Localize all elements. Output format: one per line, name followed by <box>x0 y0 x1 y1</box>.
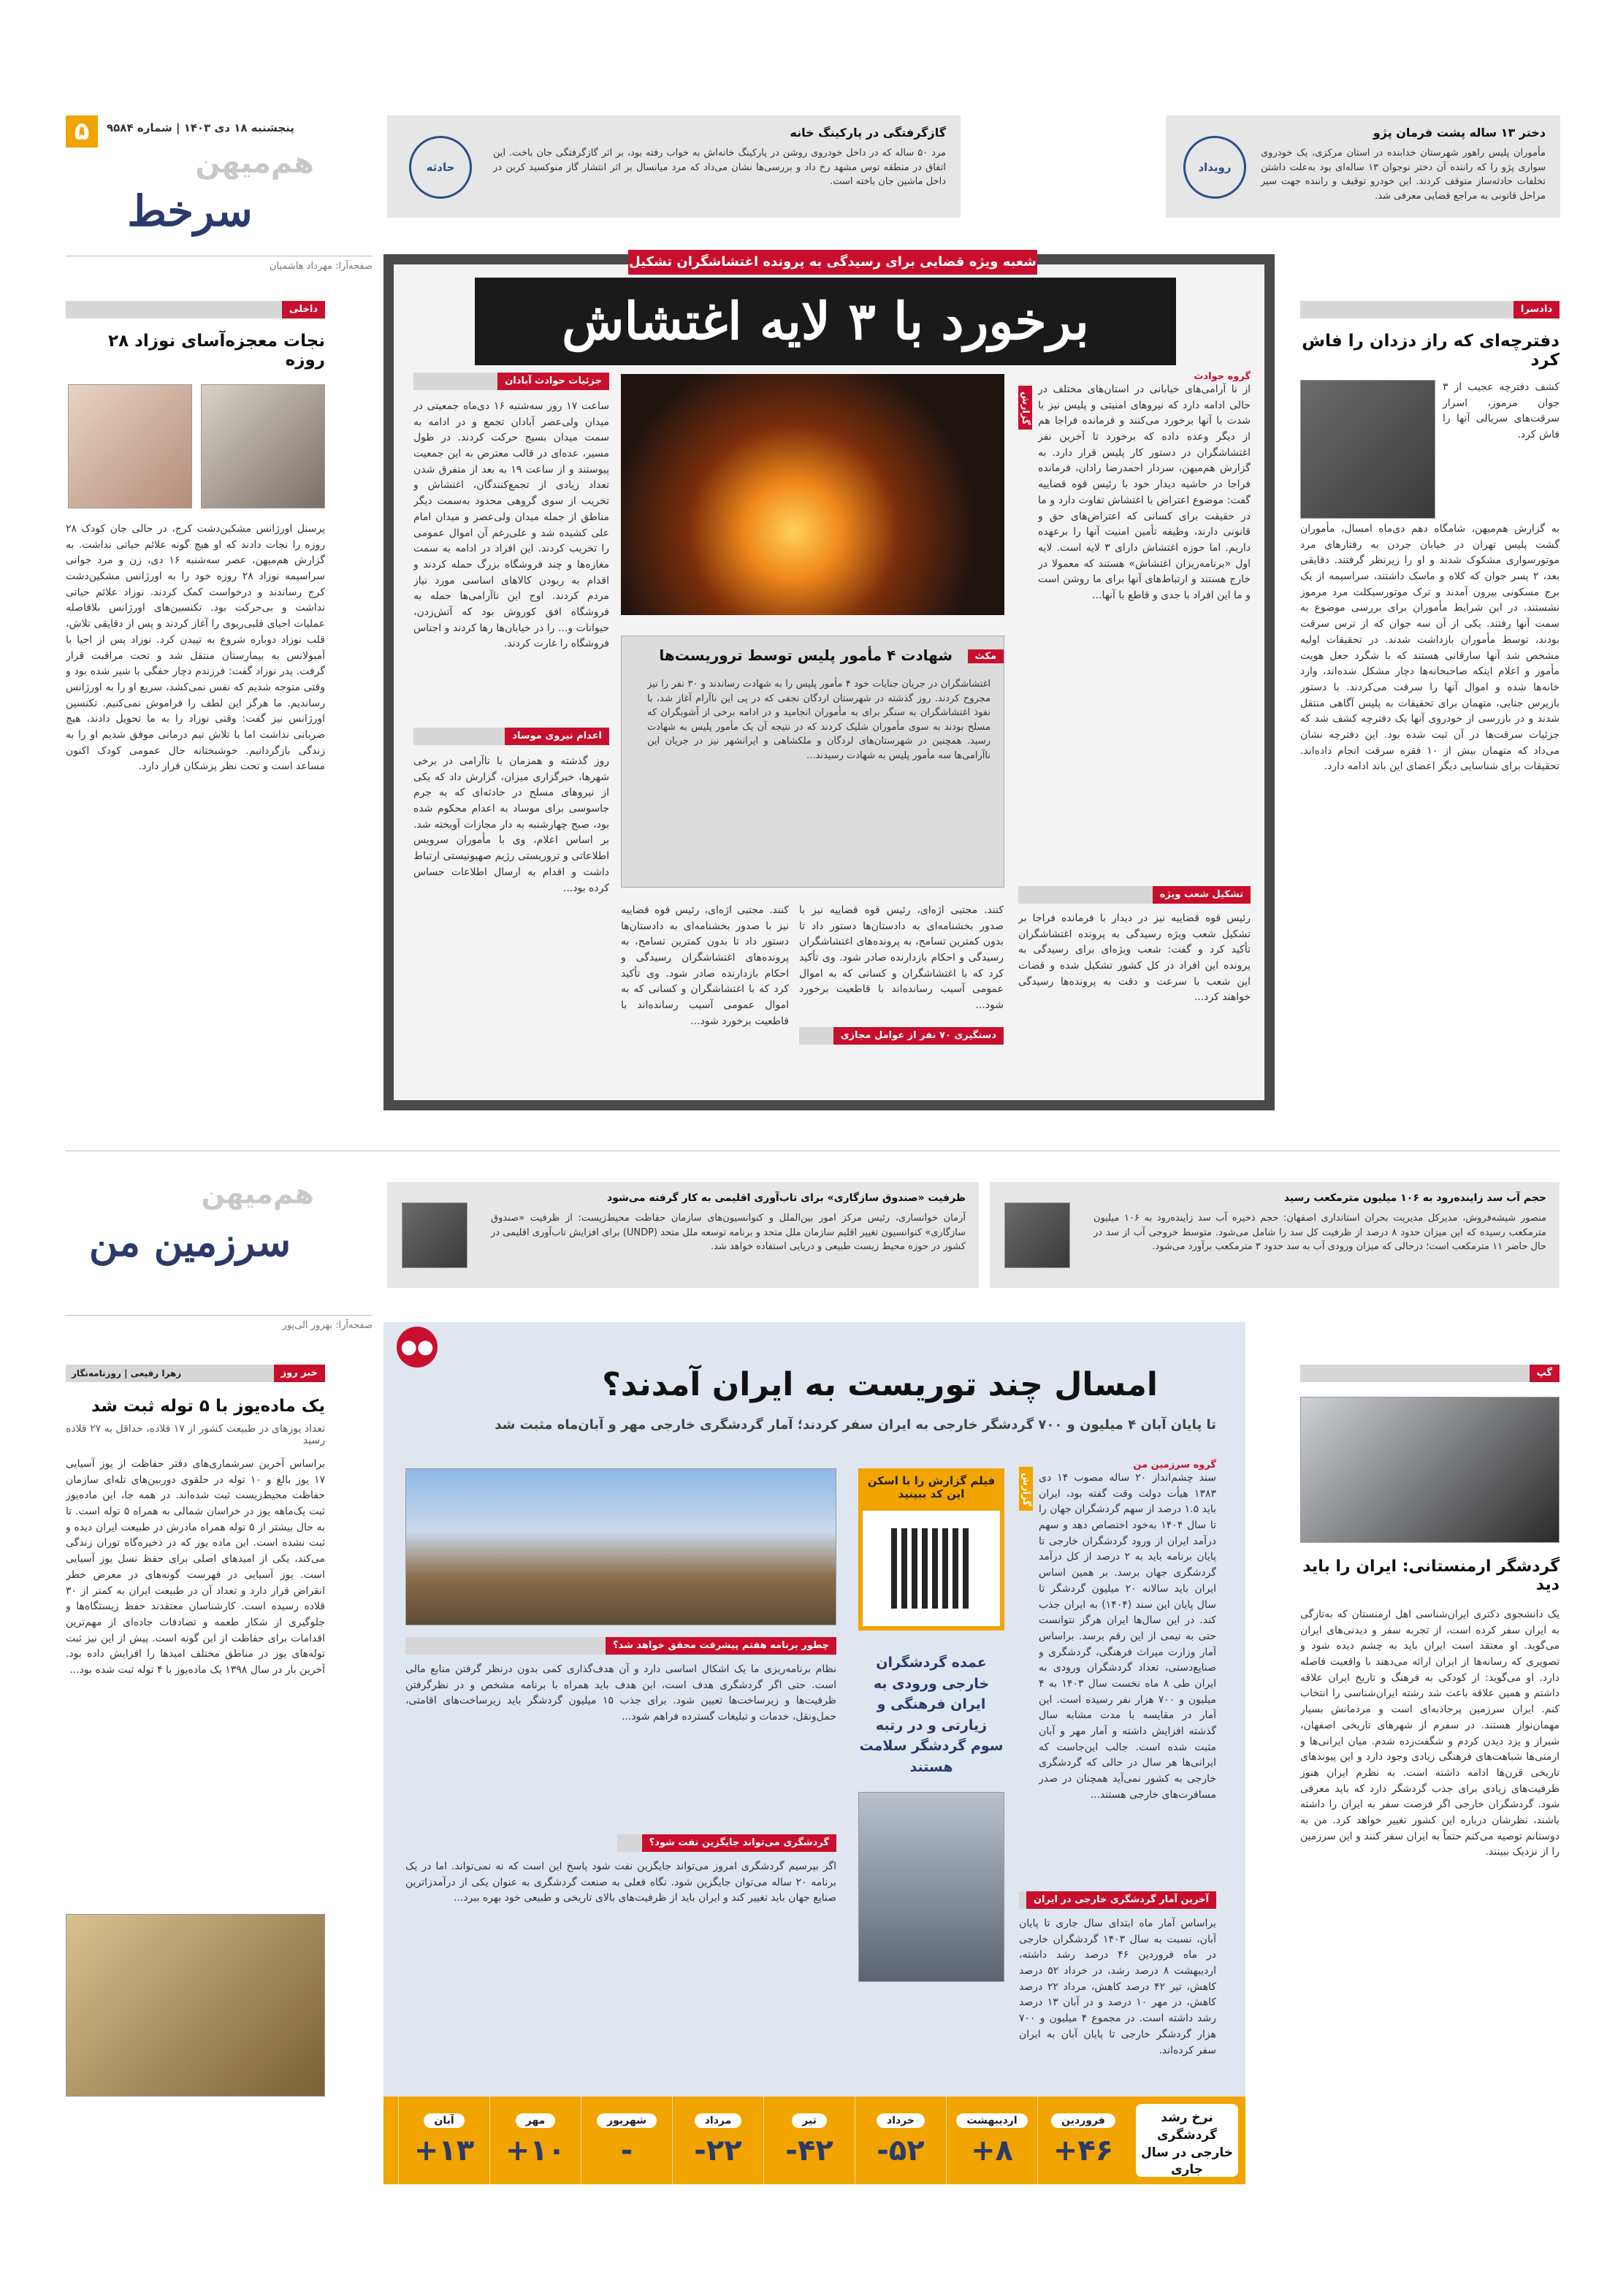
stats-box-title: آخرین آمار گردشگری خارجی در ایران <box>1026 1891 1216 1909</box>
section-tag-bar <box>66 301 325 319</box>
divider <box>66 1315 373 1316</box>
growth-value: +۸ <box>971 2134 1013 2167</box>
bottom-news-left-body: آرمان خوانساری، رئیس مرکز امور بین‌الملل و کنوانسیون‌های سازمان حفاظت محیط‌زیست: از ظرفیت «صندوق سازگاری» کنوانسیون تغییر اقلیم سازمان ملل متحد و برنامه توسعه ملل متحد (UNDP) برای افزایش تاب‌آوری اقلیمی در کشور در حوزه محیط زیست طبیعی و دریایی استفاده خواهد شد. <box>491 1213 966 1252</box>
growth-value: - <box>620 2134 633 2167</box>
tourism-col-right <box>1019 1460 1216 2062</box>
qr-caption: فیلم گزارش را با اسکن این کد ببینید <box>858 1468 1004 1506</box>
lead-reporter: گروه حوادث <box>1194 371 1251 382</box>
editor-line: صفحه‌آرا: بهروز الی‌پور <box>282 1320 373 1331</box>
tourism-story <box>383 1322 1245 2184</box>
growth-cell <box>672 2097 763 2184</box>
tourism-reporter: گروه سرزمین من <box>1133 1460 1216 1471</box>
martyrs-tag: مکث <box>968 649 1004 663</box>
special-branch-bar <box>1018 886 1251 904</box>
tourism-body-mid: نظام برنامه‌ریزی ما یک اشکال اساسی دارد و آن هدف‌گذاری کمی بدون درنظر گرفتن منابع مالی است. حتی اگر گردشگری هدف است، این هدف باید همراه با برنامه مشخص و در نظرگرفتن ظرفیت‌ها و زیرساخت‌ها تعیین شود. برای جذب ۱۵ میلیون گردشگر باید زیرساخت‌های اقامتی، حمل‌ونقل، خدمات و تبلیغات گسترده فراهم شود... <box>405 1663 836 1723</box>
masthead-page-number: ۵ پنجشنبه ۱۸ دی ۱۴۰۳ | شماره ۹۵۸۴ <box>66 115 380 145</box>
growth-month: اردیبهشت <box>956 2113 1027 2128</box>
cheetah-body: براساس آخرین سرشماری‌های دفتر حفاظت از یوز آسیایی ۱۷ یوز بالغ و ۱۰ توله در حلقوی دوربین‌های تله‌ای سازمان حفاظت محیط‌زیست ثبت شده‌اند. در همه جا، این ماده‌یوز ثبت یک‌ماهه یوز در خراسان شمالی به همراه ۵ توله است. تا به حال بیشتر از ۵ توله همراه مادرش در طبیعت ایران دیده و ثبت نشده است. این ماده یوز که در ذخیره‌گاه توران زندگی می‌کند، یکی از امیدهای اصلی برای حفظ نسل یوز آسیایی است. یوز آسیایی در فهرست گونه‌های در معرض خطر انقراض قرار دارد و تعداد آن در طبیعت ایران به کمتر از ۳۰ قلاده رسیده است. کارشناسان معتقدند حفظ زیستگاه‌ها و جلوگیری از شکار طعمه و تصادفات جاده‌ای از مهم‌ترین اقدامات برای حفاظت از این گونه است. پیش از این نیز ثبت توله‌های یوز در مناطق مختلف امیدها را افزایش داده بود. آخرین بار در سال ۱۳۹۸ یک ماده‌یوز با ۴ توله ثبت شده بود... <box>66 1458 325 1676</box>
right-column-story <box>1300 301 1560 1296</box>
growth-month: آبان <box>424 2113 464 2128</box>
section-tag-bar <box>1300 301 1560 319</box>
top-news-left <box>387 115 961 218</box>
cheetah-photo <box>66 1914 325 2097</box>
lead-mid-text-a: کنند. مجتبی اژه‌ای، رئیس قوه قضاییه نیز با صدور بخشنامه‌ای به دادستان‌ها دستور داد تا بدون کمترین تسامح، به پرونده‌های اغتشاشگران رسیدگی و احکام بازدارنده صادر شود. وی تأکید کرد که با اغتشاشگران و کسانی که به اموال عمومی آسیب رسانده‌اند با قاطعیت برخورد شود... <box>799 904 1004 1012</box>
tourism-body-mid2: اگر بپرسیم گردشگری امروز می‌تواند جایگزین نفت شود پاسخ این است که نه نمی‌تواند. اما در یک برنامه ۲۰ ساله می‌توان جایگزین شود. نگاه فعلی به صنعت گردشگری به عنوان یکی از درآمدزاترین صنایع جهان باید تغییر کند و ایران باید از ظرفیت‌های بالای تاریخی و طبیعی خود بهره ببرد... <box>405 1861 836 1904</box>
abadan-bar <box>413 373 609 390</box>
growth-cell <box>946 2097 1037 2184</box>
growth-value: +۱۳ <box>413 2134 475 2167</box>
bottom-masthead-section-title: سرزمین من <box>88 1218 291 1265</box>
lead-kicker: شعبه ویژه قضایی برای رسیدگی به پرونده اغتشاشگران تشکیل <box>628 250 1037 275</box>
stamp-icon: حادثه <box>409 136 472 199</box>
right-column-title: دفترچه‌ای که راز دزدان را فاش کرد <box>1302 332 1560 370</box>
special-branch-text: رئیس قوه قضاییه نیز در دیدار با فرمانده فراجا بر تشکیل شعب ویژه رسیدگی به پرونده اغتشاشگران تأکید کرد و گفت: شعب ویژه‌ای برای رسیدگی به پرونده این افراد در کل کشور تشکیل شده و قضات این شعب با سرعت و دقت به پرونده‌ها رسیدگی خواهند کرد... <box>1018 912 1251 1004</box>
lead-col-right <box>1018 371 1251 1108</box>
martyrs-title: شهادت ۴ مأمور پلیس توسط تروریست‌ها <box>659 647 953 664</box>
growth-month: فروردین <box>1051 2113 1115 2128</box>
mossad-bar <box>413 728 609 745</box>
lead-col-right-text: از نا آرامی‌های خیابانی در استان‌های مختلف در حالی ادامه دارد که نیروهای امنیتی و پلیس نیز با شدت با آنها برخورد می‌کنند و فرمانده فراجا هم از دیگر وعده داده که برخورد تا آخرین نفر اغتشاشگران در دستور کار پلیس قرار دارد. به گزارش هم‌میهن، سردار احمدرضا رادان، فرمانده فراجا در حاشیه دیدار خود با رئیس قوه قضاییه گفت: موضوع اعتراض با اغتشاش تفاوت دارد و ما در حقیقت برای کسانی که اعتراض‌های حق و قانونی دارند، وظیفه تأمین امنیت آنها را برعهده داریم. اما حوزه اغتشاش دارای ۳ لایه است. لایه اول «برنامه‌ریزان اغتشاش» هستند که معمولا در خارج هستند و ارتباط‌های آنها برای ما روشن است و ما این افراد با جدی و قاطع با آنها... <box>1038 384 1251 601</box>
editor-line: صفحه‌آرا: مهرداد هاشمیان <box>269 261 373 272</box>
bottom-news-left <box>387 1182 979 1288</box>
abadan-label: جزئیات حوادث آبادان <box>497 373 609 390</box>
growth-value: +۱۰ <box>505 2134 566 2167</box>
section-tag-bar <box>1300 1365 1560 1382</box>
tourism-tag: گزارش <box>1019 1467 1033 1511</box>
cheetah-title: یک ماده‌یوز با ۵ توله ثبت شد <box>91 1397 325 1416</box>
cheetah-tag-bar <box>66 1365 325 1382</box>
top-news-right <box>1166 115 1560 218</box>
portrait-photo <box>1004 1202 1070 1268</box>
bottom-news-right-title: حجم آب سد زاینده‌رود به ۱۰۶ میلیون مترمکعب رسید <box>1283 1192 1546 1204</box>
growth-cells <box>398 2097 1129 2184</box>
martyrs-box <box>621 636 1004 888</box>
official-photo <box>858 1792 1004 1982</box>
portrait-photo <box>402 1202 467 1268</box>
section-tag: داخلی <box>282 301 325 319</box>
tourism-body-right: سند چشم‌انداز ۲۰ ساله مصوب ۱۴ دی ۱۳۸۳ هیأت دولت وقت گفته بود، ایران باید ۱.۵ درصد از سهم گردشگران جهان را تا سال ۱۴۰۴ به‌خود اختصاص دهد و سهم درآمد ایران از ورود گردشگران خارجی تا پایان برنامه باید به ۲ درصد از کل درآمد گردشگری جهان برسد. بر همین اساس ایران باید سالانه ۲۰ میلیون گردشگر تا سال پایان این سند (۱۴۰۴) به ایران جذب کند. در این سال‌ها ایران هرگز نتوانست حتی به نیمی از این رقم برسد. براساس آمار وزارت میراث فرهنگی، گردشگری و صنایع‌دستی، تعداد گردشگران ورودی به ایران طی ۸ ماه نخست سال ۱۴۰۳ به ۴ میلیون و ۷۰۰ هزار نفر رسیده است. این آمار در مقایسه با مدت مشابه سال گذشته افزایش داشته و آمار مهر و آبان مثبت شده است. جالب این‌جاست که ایرانی‌ها هر سال در حالی که گردشگری خارجی به کشور نمی‌آید همچنان در صدر مسافرت‌های خارجی هستند... <box>1039 1472 1216 1801</box>
growth-month: خرداد <box>877 2113 925 2128</box>
right-column-body: به گزارش هم‌میهن، شامگاه دهم دی‌ماه امسال، مأموران گشت پلیس تهران در خیابان جردن به رفتارهای مرد موتورسواری مشکوک شدند و او را زیرنظر گرفتند. دقایقی بعد، ۲ پسر جوان که کلاه و ماسک داشتند، سراسیمه از یک برج مسکونی بیرون آمدند و ترک موتورسیکلت مرد مرموز نشستند. در این شرایط مأموران برای بررسی موضوع به سمت آنها رفتند. یکی از آن سه جوان که از ترس سرقت بودند، توسط مأموران بازداشت شدند. در تحقیقات اولیه مشخص شد آنها سارقانی هستند که با شگرد جعل هویت مأمور و اعلام اینکه صاحبخانه‌ها دچار مشکل شده‌اند، وارد خانه‌ها شده و اموال آنها را سرقت می‌کردند. با دستور بازپرس جنایی، متهمان برای تحقیقات به پلیس آگاهی منتقل شدند و در بازرسی از خودروی آنها یک دفترچه کشف شد که جزئیات سرقت‌ها در آن ثبت شده بود. این دفترچه نشان می‌داد که متهمان بیش از ۱۰ فقره سرقت انجام داده‌اند. تحقیقات برای شناسایی دیگر اعضای این باند ادامه دارد. <box>1300 523 1560 773</box>
top-news-right-title: دختر ۱۳ ساله پشت فرمان پژو <box>1373 126 1546 140</box>
growth-month: شهریور <box>597 2113 657 2128</box>
section-tag: گپ <box>1530 1365 1560 1382</box>
special-branch-label: تشکیل شعب ویژه <box>1153 886 1251 904</box>
tourism-subhead: تا پایان آبان ۴ میلیون و ۷۰۰ گردشگر خارجی به ایران سفر کردند؛ آمار گردشگری خارجی مهر و آبان‌ماه مثبت شد <box>495 1417 1216 1433</box>
qr-code-icon[interactable] <box>858 1506 1004 1631</box>
growth-table <box>383 2097 1245 2184</box>
lead-report-tag: گزارش <box>1018 386 1032 430</box>
lead-col-left <box>413 373 609 1075</box>
lead-col-mid-bottom-a <box>799 903 1004 1045</box>
mossad-label: اعدام نیروی موساد <box>505 728 609 745</box>
cheetah-reporter: زهرا رفیعی | روزنامه‌نگار <box>72 1368 182 1378</box>
bottom-news-left-title: ظرفیت «صندوق سازگاری» برای تاب‌آوری اقلیمی به کار گرفته می‌شود <box>607 1192 966 1204</box>
growth-value: -۴۲ <box>785 2134 833 2167</box>
baby-photo <box>68 384 192 508</box>
growth-cell <box>855 2097 946 2184</box>
top-news-left-title: گازگرفتگی در پارکینگ خانه <box>790 126 946 140</box>
growth-month: مرداد <box>695 2113 742 2128</box>
masthead-date: پنجشنبه ۱۸ دی ۱۴۰۳ | شماره ۹۵۸۴ <box>107 121 294 134</box>
growth-cell <box>1037 2097 1129 2184</box>
stats-body: براساس آمار ماه ابتدای سال جاری تا پایان آبان، نسبت به سال ۱۴۰۳ گردشگران خارجی در ماه فروردین ۴۶ درصد رشد داشته، اردیبهشت ۸ درصد رشد، در خرداد ۵۲ درصد کاهش، تیر ۴۲ درصد کاهش، مرداد ۲۲ درصد کاهش، در مهر ۱۰ درصد و در آبان ۱۳ درصد رشد داشته است. در مجموع ۴ میلیون و ۷۰۰ هزار گردشگر خارجی تا پایان آبان به ایران سفر کرده‌اند. <box>1019 1918 1216 2056</box>
top-news-left-body: مرد ۵۰ ساله که در داخل خودروی روشن در پارکینگ خانه‌اش به خواب رفته بود، بر اثر گازگرفتگی جان باخت. این اتفاق در منطقه توس مشهد رخ داد و بررسی‌ها نشان می‌داد که مرد میانسال بر اثر انتشار گاز منوکسید کربن در داخل ماشین جان باخته است. <box>493 148 946 187</box>
tourism-quote: عمده گردشگران خارجی ورودی به ایران فرهنگی و زیارتی و در رتبه سوم گردشگر سلامت هستند <box>859 1655 1004 1775</box>
left-column-title: نجات معجزه‌آسای نوزاد ۲۸ روزه <box>108 332 325 370</box>
cheetah-story <box>66 1365 325 2097</box>
armenian-body: یک دانشجوی دکتری ایران‌شناسی اهل ارمنستان که به‌تازگی به ایران سفر کرده است، از تجربه سفر و دیدنی‌های ایران می‌گوید. او معتقد است ایران باید به چشم دیده شود و تصویری که رسانه‌ها از ایران ارائه می‌دهند با واقعیت فاصله دارد. او می‌گوید: از کودکی به فرهنگ و تاریخ ایران علاقه داشتم و همین علاقه باعث شد رشته ایران‌شناسی را انتخاب کنم. ایران سرزمین پرجاذبه‌ای است و مردمانش بسیار مهمان‌نواز هستند. در سفرم از شهرهای تاریخی اصفهان، شیراز و یزد دیدن کردم و شگفت‌زده شدم. میان ایرانی‌ها و ارمنی‌ها شباهت‌های فرهنگی زیادی وجود دارد و این پیوندهای تاریخی قرن‌ها ادامه داشته است. به نظرم ایران هنوز ظرفیت‌های زیادی برای جذب گردشگر دارد که باید معرفی شود. گردشگران خارجی اگر فرصت سفر به ایران را داشته باشند، نظرشان درباره این کشور تغییر خواهد کرد. من به دوستانم توصیه می‌کنم حتماً به ایران سفر کنند و این سرزمین را از نزدیک ببینند. <box>1300 1609 1560 1858</box>
lead-col-mid-bottom-b <box>621 903 789 1086</box>
lead-headline: برخورد با ۳ لایه اغتشاش <box>475 278 1176 365</box>
growth-month: مهر <box>516 2113 556 2128</box>
qr-pattern <box>891 1528 972 1609</box>
growth-cell <box>398 2097 489 2184</box>
bottom-masthead-paper-name: هم‌میهن <box>201 1178 314 1210</box>
section-tag: دادسرا <box>1514 301 1560 319</box>
left-column-body: پرسنل اورژانس مشکین‌دشت کرج، در حالی جان کودک ۲۸ روزه را نجات دادند که او هیچ گونه علائم حیاتی نداشت. به گزارش هم‌میهن، عصر سه‌شنبه ۱۶ دی، زن و مرد جوانی سراسیمه نوزاد ۲۸ روزه خود را به اورژانس مشکین‌دشت کرج رساندند و درخواست کمک کردند. نوزاد علائم حیاتی نداشت و بی‌حرکت بود. تکنسین‌های اورژانس بلافاصله عملیات احیای قلبی‌ریوی را آغاز کردند و پس از دقایقی تلاش، قلب نوزاد دوباره شروع به تپیدن کرد. نوزاد پس از احیا با آمبولانس به بیمارستان منتقل شد و تحت مراقبت قرار گرفت. پدر نوزاد گفت: فرزندم دچار خفگی با شیر شده بود و وقتی متوجه شدیم که نفس نمی‌کشد، سریع او را به اورژانس رساندیم. ما هرگز این لطف را فراموش نمی‌کنیم. تکنسین اورژانس نیز گفت: وقتی نوزاد را به ما تحویل دادند، هیچ ضربانی نداشت اما با تلاش تیم درمانی موفق شدیم او را به زندگی بازگردانیم. خوشبختانه حال عمومی کودک اکنون مساعد است و تحت نظر پزشکان قرار دارد. <box>66 523 325 773</box>
bottom-masthead-editor <box>66 1315 373 1331</box>
growth-cell <box>489 2097 581 2184</box>
bottom-news-right-body: منصور شیشه‌فروش، مدیرکل مدیریت بحران استانداری اصفهان: حجم ذخیره آب سد زاینده‌رود به ۱۰۶ میلیون مترمکعب رسیده که این میزان حدود ۸ درصد از ظرفیت کل سد را شامل می‌شود. متوسط خروجی آب از سد در حال حاضر ۱۱ مترمکعب است؛ درحالی که میزان ورودی آب به سد حدود ۳ مترمکعب برآورد می‌شود. <box>1093 1213 1546 1252</box>
oil-bar <box>617 1834 836 1852</box>
arrests-bar <box>799 1027 1004 1045</box>
stamp-icon: رویداد <box>1183 136 1246 199</box>
oil-label: گردشگری می‌تواند جایگزین نفت شود؟ <box>642 1834 836 1852</box>
plan-bar <box>405 1637 836 1655</box>
tourism-qr-column <box>858 1468 1004 1982</box>
suspects-photo <box>1300 380 1435 519</box>
martyrs-body: اغتشاشگران در جریان جنایات خود ۴ مأمور پلیس را به شهادت رساندند و ۳۰ نفر را نیز مجروح کردند. روز گذشته در شهرستان اردگان نجفی که در پی این ناآرام آغاز شد، با نفوذ اغتشاشگران به سنگر برای به مأموران انجامید و در ادامه برخی از آشوبگران که مسلح بودند به سوی مأموران شلیک کردند که در نتیجه آن یک مأمور پلیس به شهادت رسید. همچنین در شهرستان‌های لردگان و ملکشاهی و ایرانشهر نیز در جریان این ناآرامی‌ها سه مأمور پلیس به شهادت رسیدند... <box>647 679 990 761</box>
armenian-photo <box>1300 1397 1560 1543</box>
video-logo-icon: ●● <box>397 1327 438 1368</box>
plan-label: چطور برنامه هفتم پیشرفت محقق خواهد شد؟ <box>606 1637 836 1655</box>
masthead-editor <box>66 256 373 272</box>
medic-photo <box>201 384 325 508</box>
right-column-lead: کشف دفترچه عجیب از ۳ جوان مرموز، اسرار سرقت‌های سریالی آنها را فاش کرد. <box>1443 381 1560 441</box>
top-news-right-body: مأموران پلیس راهور شهرستان خدابنده در استان مرکزی، یک خودروی سواری پژو را که راننده آن دختر نوجوان ۱۳ ساله‌ای بود به‌علت داشتن تخلفات حادثه‌ساز متوقف کردند. این خودرو توقیف و راننده جهت سیر مراحل قانونی به مراجع قضایی معرفی شد. <box>1261 148 1546 202</box>
growth-table-title: نرخ رشد گردشگری خارجی در سال جاری <box>1136 2104 1238 2177</box>
cheetah-tag: خبر روز <box>274 1365 325 1382</box>
mossad-text: روز گذشته و همزمان با ناآرامی در برخی شهرها، خبرگزاری میزان، گزارش داد که یکی از نیروهای مسلح در حادثه‌ای که به جرم جاسوسی برای موساد به اعدام محکوم شده بود، صبح چهارشنبه به دار مجازات آویخته شد. بر اساس اعلام، وی با مأموران سرویس اطلاعاتی و تروریستی رژیم صهیونیستی ارتباط داشت و اقدام به ارسال اطلاعات حساس کرده بود... <box>413 755 609 894</box>
growth-month: تیر <box>792 2113 827 2128</box>
growth-value: +۴۶ <box>1053 2134 1114 2167</box>
growth-value: -۲۲ <box>694 2134 742 2167</box>
bottom-news-right <box>990 1182 1560 1288</box>
mosque-photo <box>405 1468 836 1625</box>
lead-mid-text-b: کنند. مجتبی اژه‌ای، رئیس قوه قضاییه نیز با صدور بخشنامه‌ای به دادستان‌ها دستور داد تا بدون کمترین تسامح، به پرونده‌های اغتشاشگران رسیدگی و احکام بازدارنده صادر شود. وی تأکید کرد که با اغتشاشگران و کسانی که به اموال عمومی آسیب رسانده‌اند با قاطعیت برخورد شود... <box>621 904 789 1027</box>
abadan-text: ساعت ۱۷ روز سه‌شنبه ۱۶ دی‌ماه جمعیتی در میدان ولی‌عصر آبادان تجمع و در ادامه به سمت میدان بسیج حرکت کردند. در طول مسیر، عده‌ای در قالب معترض به این جمعیت پیوستند و از ساعت ۱۹ به بعد از متفرق شدن تعداد زیادی از تجمع‌کنندگان، اغتشاش و تخریب از سوی گروهی محدود به‌سمت دیگر مناطق از جمله میدان ولی‌عصر و میدان امام علی کشیده شد و علی‌رغم آن اموال عمومی را تخریب کردند. این افراد در ادامه به سمت مغازه‌ها و چند فروشگاه بزرگ حمله کردند و اقدام به ربودن کالاهای اساسی مورد نیاز مردم کردند. اوج این ناآرامی‌ها حمله به فروشگاه افق کوروش بود که آتش‌زدن، حیوانات و... را در خیابان‌ها رها کردند و اجناس فروشگاه را غارت کردند. <box>413 400 609 650</box>
growth-cell <box>581 2097 672 2184</box>
tourism-col-mid <box>405 1468 836 2034</box>
armenian-title: گردشگر ارمنستانی: ایران را باید دید <box>1302 1557 1560 1594</box>
growth-value: -۵۲ <box>877 2134 925 2167</box>
masthead-paper-name: هم‌میهن <box>195 146 314 180</box>
arrests-label: دستگیری ۷۰ نفر از عوامل مجازی <box>833 1027 1004 1045</box>
left-column-story <box>66 301 325 1062</box>
lead-photo-fire <box>621 374 1004 615</box>
armenian-story <box>1300 1365 1560 2228</box>
masthead-section-title: سرخط <box>127 186 253 236</box>
growth-cell <box>763 2097 855 2184</box>
cheetah-lead: تعداد یوزهای در طبیعت کشور از ۱۷ قلاده، حداقل به ۲۷ قلاده رسید <box>66 1423 325 1446</box>
stats-bar <box>1019 1891 1216 1909</box>
tourism-headline: امسال چند توریست به ایران آمدند؟ <box>602 1366 1158 1403</box>
